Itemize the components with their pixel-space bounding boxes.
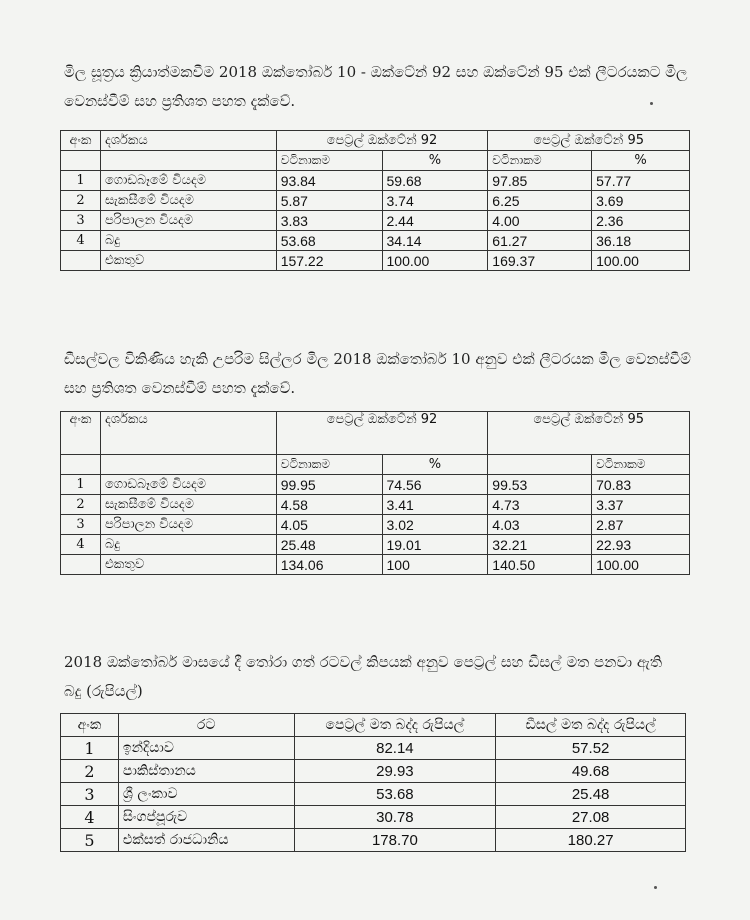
table-row: 1 ගොඩබෑමේ වියදම 93.84 59.68 97.85 57.77 [61, 171, 690, 191]
table-row: 1 ගොඩබෑමේ වියදම 99.95 74.56 99.53 70.83 [61, 475, 690, 495]
table-row: 3 පරිපාලන වියදම 3.83 2.44 4.00 2.36 [61, 211, 690, 231]
header-no: අංක [61, 131, 101, 151]
header-value-92: වටිනාකම [276, 151, 382, 171]
table-row: 4 බදු 25.48 19.01 32.21 22.93 [61, 535, 690, 555]
table-subheader-row [61, 455, 690, 475]
header-octane95: පෙට්‍රල් ඔක්ටේන් 95 [488, 412, 690, 455]
header-diesel-tax: ඩීසල් මත බද්ද රුපියල් [496, 714, 686, 737]
header-percent-95: % [592, 151, 690, 171]
table-row: 3 පරිපාලන වියදම 4.05 3.02 4.03 2.87 [61, 515, 690, 535]
header-value-1: වටිනාකම [276, 455, 382, 475]
table-row: 1 ඉන්දියාව 82.14 57.52 [61, 737, 686, 760]
table-row: 3 ශ්‍රී ලංකාව 53.68 25.48 [61, 783, 686, 806]
table-subheader-row [61, 151, 690, 171]
header-percent: % [382, 455, 488, 475]
section1-table [60, 130, 690, 271]
header-octane92: පෙට්‍රල් ඔක්ටේන් 92 [276, 131, 488, 151]
table-total-row: එකතුව 134.06 100 140.50 100.00 [61, 555, 690, 575]
header-octane95: පෙට්‍රල් ඔක්ටේන් 95 [488, 131, 690, 151]
scan-speck [650, 102, 653, 105]
table-header-row [61, 131, 690, 151]
header-octane92: පෙට්‍රල් ඔක්ටේන් 92 [276, 412, 488, 455]
table-row: 5 එක්සත් රාජධානිය 178.70 180.27 [61, 829, 686, 852]
section1-paragraph: මිල සූත්‍රය ක්‍රියාත්මකවීම 2018 ඔක්තෝබර් 10 - ඔක්ටේන් 92 සහ ඔක්ටේන් 95 එක් ලීටරයකට මිල වෙනස්වීම් සහ ප්‍රතිශත පහත දැක්වේ. [64, 63, 688, 110]
section2-table [60, 411, 690, 575]
header-percent-92: % [382, 151, 488, 171]
header-value-2: වටිනාකම [592, 455, 690, 475]
header-no: අංක [61, 714, 119, 737]
section3-table [60, 713, 686, 852]
header-indicator: දර්ශකය [100, 412, 276, 455]
table-row: 2 සැකසීමේ වියදම 4.58 3.41 4.73 3.37 [61, 495, 690, 515]
section2-paragraph: ඩීසල්වල විකිණිය හැකි උපරිම සිල්ලර මිල 2018 ඔක්තෝබර් 10 අනුව එක් ලීටරයක මිල වෙනස්වීම් සහ ප්‍රතිශත වෙනස්වීම් පහත දැක්වේ. [64, 350, 691, 397]
table-row: 2 සැකසීමේ වියදම 5.87 3.74 6.25 3.69 [61, 191, 690, 211]
table-header-row [61, 412, 690, 455]
header-value-95: වටිනාකම [488, 151, 592, 171]
scan-speck [654, 886, 657, 889]
table-total-row: එකතුව 157.22 100.00 169.37 100.00 [61, 251, 690, 271]
header-petrol-tax: පෙට්‍රල් මත බද්ද රුපියල් [294, 714, 496, 737]
header-indicator: දර්ශකය [100, 131, 276, 151]
table-row: 4 සිංගප්පූරුව 30.78 27.08 [61, 806, 686, 829]
header-no: අංක [61, 412, 101, 455]
table-row: 2 පාකිස්තානය 29.93 49.68 [61, 760, 686, 783]
table-header-row [61, 714, 686, 737]
table-row: 4 බදු 53.68 34.14 61.27 36.18 [61, 231, 690, 251]
header-country: රට [118, 714, 294, 737]
section3-paragraph: 2018 ඔක්තෝබර් මාසයේ දී තෝරා ගත් රටවල් කිපයක් අනුව පෙට්‍රල් සහ ඩීසල් මත පනවා ඇති බදු (රුපියල්) [64, 653, 663, 700]
